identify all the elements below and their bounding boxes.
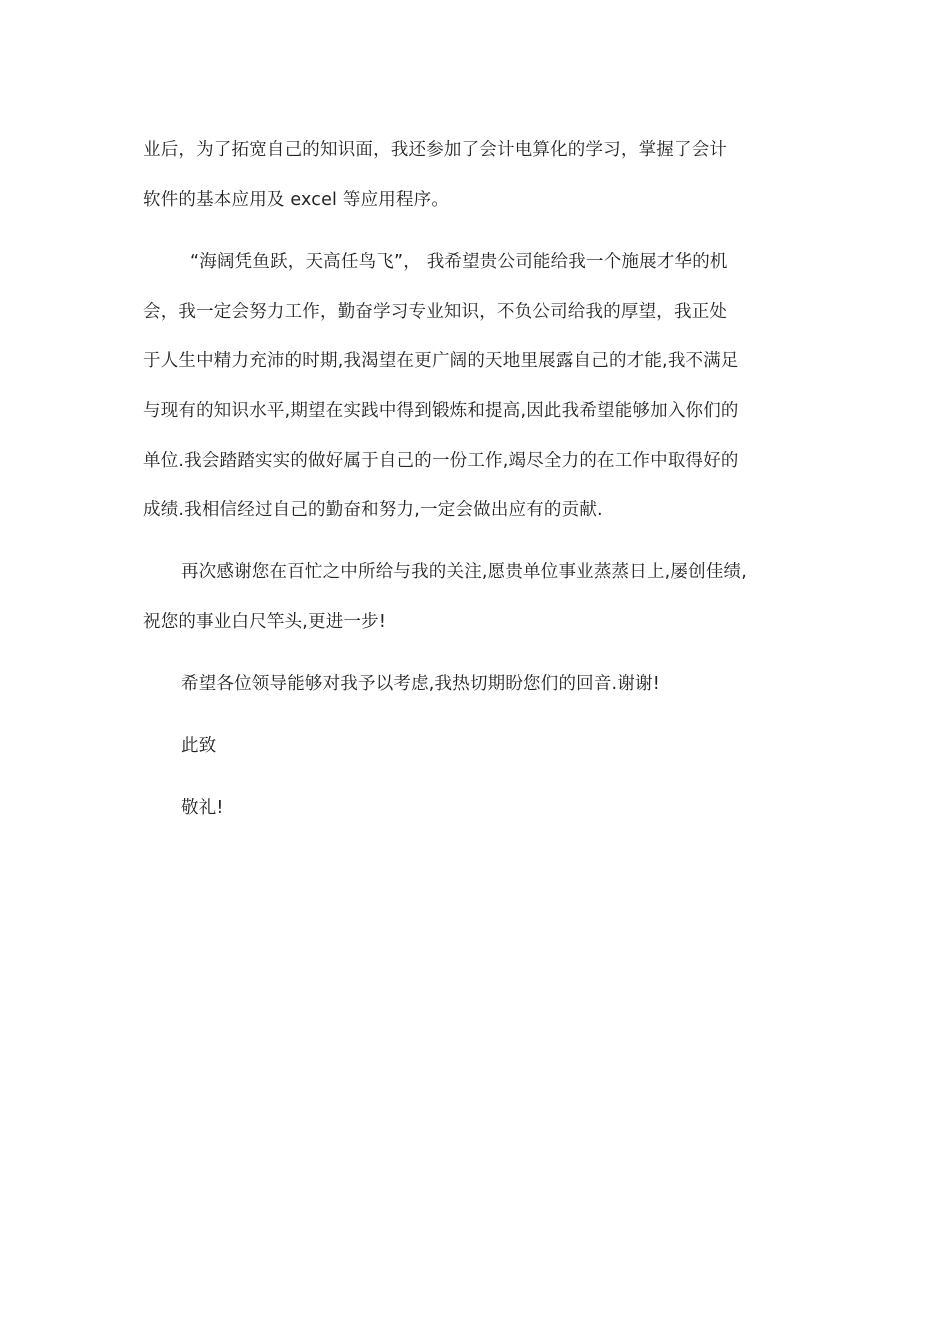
paragraph-2-line-4: 与现有的知识水平,期望在实践中得到锻炼和提高,因此我希望能够加入你们的 <box>143 401 739 421</box>
paragraph-2-line-1: “海阔凭鱼跃，天高任鸟飞”， 我希望贵公司能给我一个施展才华的机 <box>190 252 728 272</box>
closing-regards: 敬礼! <box>181 798 224 818</box>
paragraph-1-line-2: 软件的基本应用及 excel 等应用程序。 <box>143 190 450 210</box>
paragraph-3-line-2: 祝您的事业白尺竿头,更进一步! <box>143 612 387 632</box>
paragraph-2-line-6: 成绩.我相信经过自己的勤奋和努力,一定会做出应有的贡献. <box>143 500 603 520</box>
paragraph-2-line-5: 单位.我会踏踏实实的做好属于自己的一份工作,竭尽全力的在工作中取得好的 <box>143 451 739 471</box>
closing-salutation: 此致 <box>181 736 217 756</box>
paragraph-2-line-3: 于人生中精力充沛的时期,我渴望在更广阔的天地里展露自己的才能,我不满足 <box>143 351 739 371</box>
paragraph-1-line-1: 业后，为了拓宽自己的知识面，我还参加了会计电算化的学习，掌握了会计 <box>143 140 728 160</box>
paragraph-4: 希望各位领导能够对我予以考虑,我热切期盼您们的回音.谢谢! <box>181 674 660 694</box>
paragraph-3-line-1: 再次感谢您在百忙之中所给与我的关注,愿贵单位事业蒸蒸日上,屡创佳绩, <box>181 562 747 582</box>
paragraph-2-line-2: 会，我一定会努力工作，勤奋学习专业知识，不负公司给我的厚望，我正处 <box>143 302 728 322</box>
